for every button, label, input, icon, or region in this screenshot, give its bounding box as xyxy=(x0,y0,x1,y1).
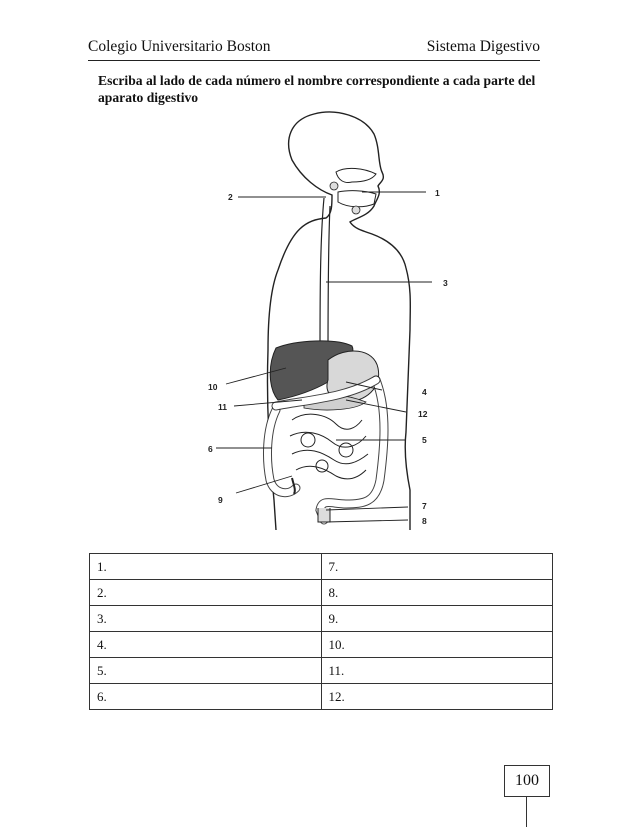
table-row xyxy=(90,632,553,658)
diagram-label-8: 8 xyxy=(422,516,427,526)
diagram-label-6: 6 xyxy=(208,444,213,454)
answer-cell[interactable]: 6. xyxy=(90,684,322,710)
diagram-label-12: 12 xyxy=(418,409,428,419)
instructions: Escriba al lado de cada número el nombre correspondiente a cada parte del aparato digestivo xyxy=(98,73,536,105)
table-row xyxy=(90,606,553,632)
answer-cell[interactable]: 9. xyxy=(321,606,553,632)
mouth xyxy=(336,168,376,182)
salivary-gland xyxy=(330,182,338,190)
answer-cell[interactable]: 8. xyxy=(321,580,553,606)
answer-cell[interactable]: 1. xyxy=(90,554,322,580)
header-school: Colegio Universitario Boston xyxy=(88,38,271,55)
answer-cell[interactable]: 2. xyxy=(90,580,322,606)
page-number-line xyxy=(526,797,527,827)
answer-cell[interactable]: 7. xyxy=(321,554,553,580)
digestive-system-diagram xyxy=(196,110,466,530)
esophagus xyxy=(320,198,324,360)
diagram-label-4: 4 xyxy=(422,387,427,397)
table-row xyxy=(90,580,553,606)
answer-table xyxy=(89,553,553,710)
answer-cell[interactable]: 4. xyxy=(90,632,322,658)
header-subject: Sistema Digestivo xyxy=(426,38,540,55)
diagram-label-11: 11 xyxy=(218,402,227,412)
diagram-label-2: 2 xyxy=(228,192,233,202)
small-intestine xyxy=(290,414,368,479)
answer-cell[interactable]: 11. xyxy=(321,658,553,684)
page-header xyxy=(88,36,540,61)
answer-cell[interactable]: 10. xyxy=(321,632,553,658)
answer-cell[interactable]: 12. xyxy=(321,684,553,710)
table-row xyxy=(90,554,553,580)
diagram-label-7: 7 xyxy=(422,501,427,511)
diagram-label-1: 1 xyxy=(435,188,440,198)
page-number: 100 xyxy=(504,765,550,797)
diagram-label-9: 9 xyxy=(218,495,223,505)
table-row xyxy=(90,658,553,684)
diagram-label-5: 5 xyxy=(422,435,427,445)
answer-cell[interactable]: 5. xyxy=(90,658,322,684)
table-row xyxy=(90,684,553,710)
diagram-label-10: 10 xyxy=(208,382,218,392)
diagram-label-3: 3 xyxy=(443,278,448,288)
answer-cell[interactable]: 3. xyxy=(90,606,322,632)
